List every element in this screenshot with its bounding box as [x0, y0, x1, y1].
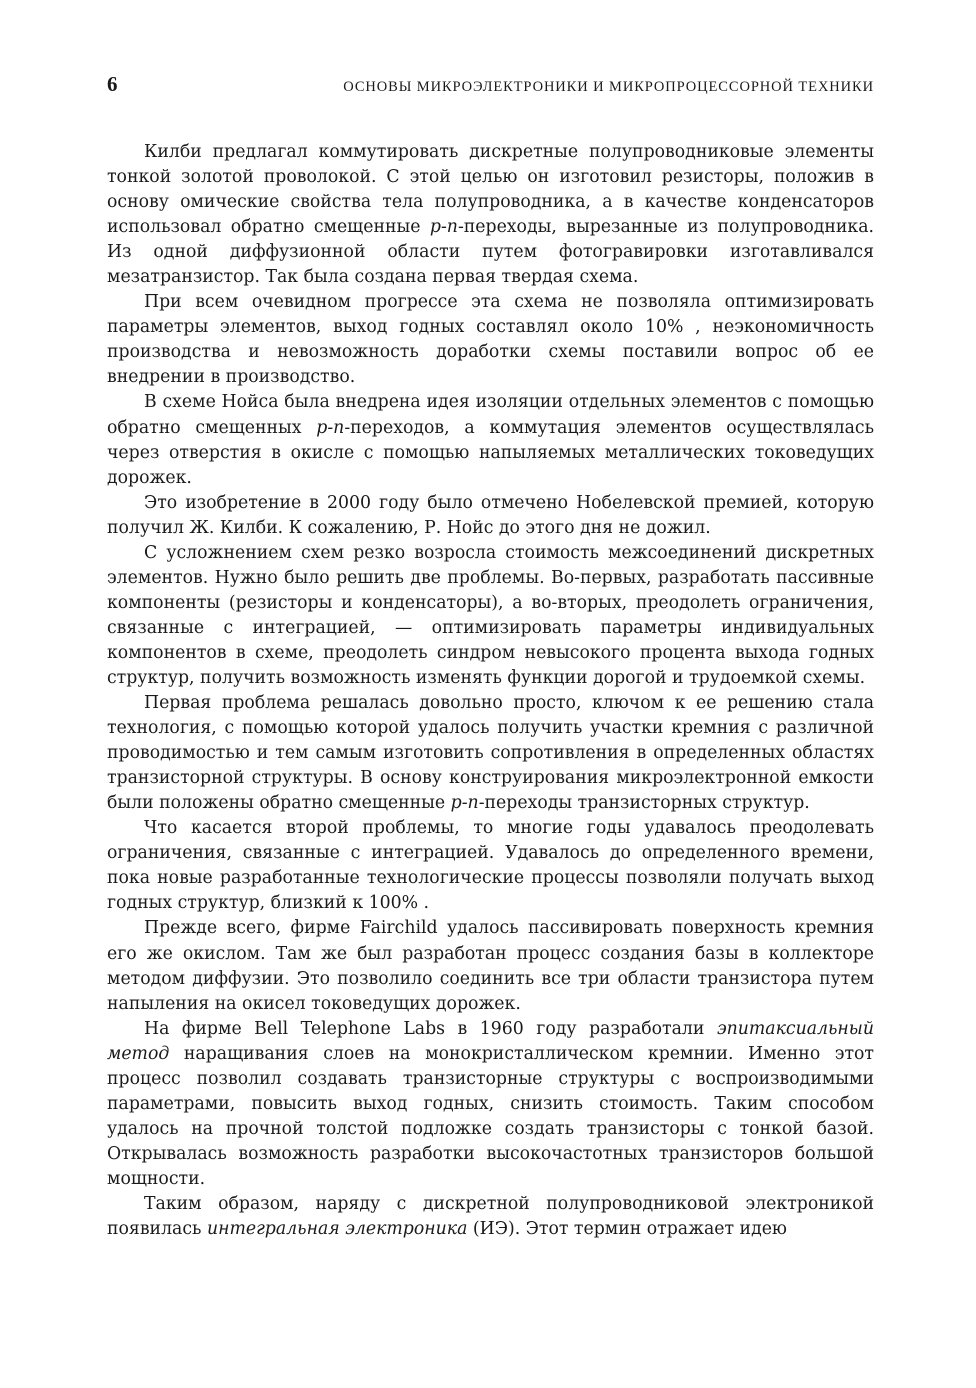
- paragraph: [107, 1192, 874, 1242]
- text-run: Таким образом, наряду с дискретной полупроводниковой электроникой появилась: [107, 1193, 874, 1240]
- italic-term: p-n: [316, 417, 345, 438]
- italic-term: p-n: [429, 217, 458, 238]
- text-run: -переходы транзисторных структур.: [478, 793, 810, 814]
- text-run: Что касается второй проблемы, то многие годы удавалось преодолевать ограничения, связанные с интеграцией. Удавалось до определенного времени, пока новые разработанные технологические процессы позволяли получать выход годных структур, близкий к 100% .: [107, 818, 874, 914]
- text-run: На фирме Bell Telephone Labs в 1960 году разработали: [144, 1018, 717, 1039]
- paragraph: [107, 541, 874, 691]
- text-run: -переходы, вырезанные из полупроводника. Из одной диффузионной области путем фотогравировки изготавливался мезатранзистор. Так была создана первая твердая схема.: [107, 217, 874, 288]
- italic-term: эпитаксиальный метод: [107, 1018, 874, 1064]
- body-text: [107, 140, 874, 1242]
- running-title: ОСНОВЫ МИКРОЭЛЕКТРОНИКИ И МИКРОПРОЦЕССОРНОЙ ТЕХНИКИ: [343, 79, 874, 95]
- paragraph: [107, 1017, 874, 1192]
- text-run: наращивания слоев на монокристаллическом кремнии. Именно этот процесс позволил создавать транзисторные структуры с воспроизводимыми параметрами, повысить выход годных, снизить стоимость. Таким способом удалось на прочной толстой подложке создать транзисторы с тонкой базой. Открывалась возможность разработки высокочастотных транзисторов большой мощности.: [107, 1043, 874, 1189]
- paragraph: [107, 491, 874, 541]
- text-run: Первая проблема решалась довольно просто, ключом к ее решению стала технология, с помощью которой удалось получить участки кремния с различной проводимостью и тем самым изготовить сопротивления в определенных областях транзисторной структуры. В основу конструирования микроэлектронной емкости были положены обратно смещенные: [107, 693, 874, 814]
- text-run: С усложнением схем резко возросла стоимость межсоединений дискретных элементов. Нужно было решить две проблемы. Во-первых, разработать пассивные компоненты (резисторы и конденсаторы), а во-вторых, преодолеть ограничения, связанные с интеграцией, — оптимизировать параметры индивидуальных компонентов в схеме, преодолеть синдром невысокого процента выхода годных структур, получить возможность изменять функции дорогой и трудоемкой схемы.: [107, 542, 874, 688]
- text-run: -переходов, а коммутация элементов осуществлялась через отверстия в окисле с помощью напыляемых металлических токоведущих дорожек.: [107, 417, 874, 488]
- italic-term: p-n: [450, 793, 479, 814]
- book-page: [107, 72, 874, 1242]
- text-run: В схеме Нойса была внедрена идея изоляции отдельных элементов с помощью обратно смещенных: [107, 392, 874, 438]
- text-run: Прежде всего, фирме Fairchild удалось пассивировать поверхность кремния его же окислом. Там же был разработан процесс создания базы в коллекторе методом диффузии. Это позволило соединить все три области транзистора путем напыления на окисел токоведущих дорожек.: [107, 918, 874, 1014]
- paragraph: [107, 140, 874, 290]
- paragraph: [107, 390, 874, 490]
- text-run: Килби предлагал коммутировать дискретные полупроводниковые элементы тонкой золотой проволокой. С этой целью он изготовил резисторы, положив в основу омические свойства тела полупроводника, а в качестве конденсаторов использовал обратно смещенные: [107, 142, 874, 238]
- paragraph: [107, 916, 874, 1016]
- paragraph: [107, 290, 874, 390]
- paragraph: [107, 691, 874, 816]
- text-run: При всем очевидном прогрессе эта схема не позволяла оптимизировать параметры элементов, выход годных составлял около 10% , неэкономичность производства и невозможность доработки схемы поставили вопрос об ее внедрении в производство.: [107, 292, 874, 388]
- paragraph: [107, 816, 874, 916]
- text-run: Это изобретение в 2000 году было отмечено Нобелевской премией, которую получил Ж. Килби. К сожалению, Р. Нойс до этого дня не дожил.: [107, 492, 874, 538]
- running-header: [107, 72, 874, 108]
- italic-term: интегральная электроника: [206, 1219, 468, 1240]
- text-run: (ИЭ). Этот термин отражает идею: [467, 1219, 787, 1240]
- page-number: 6: [107, 72, 118, 96]
